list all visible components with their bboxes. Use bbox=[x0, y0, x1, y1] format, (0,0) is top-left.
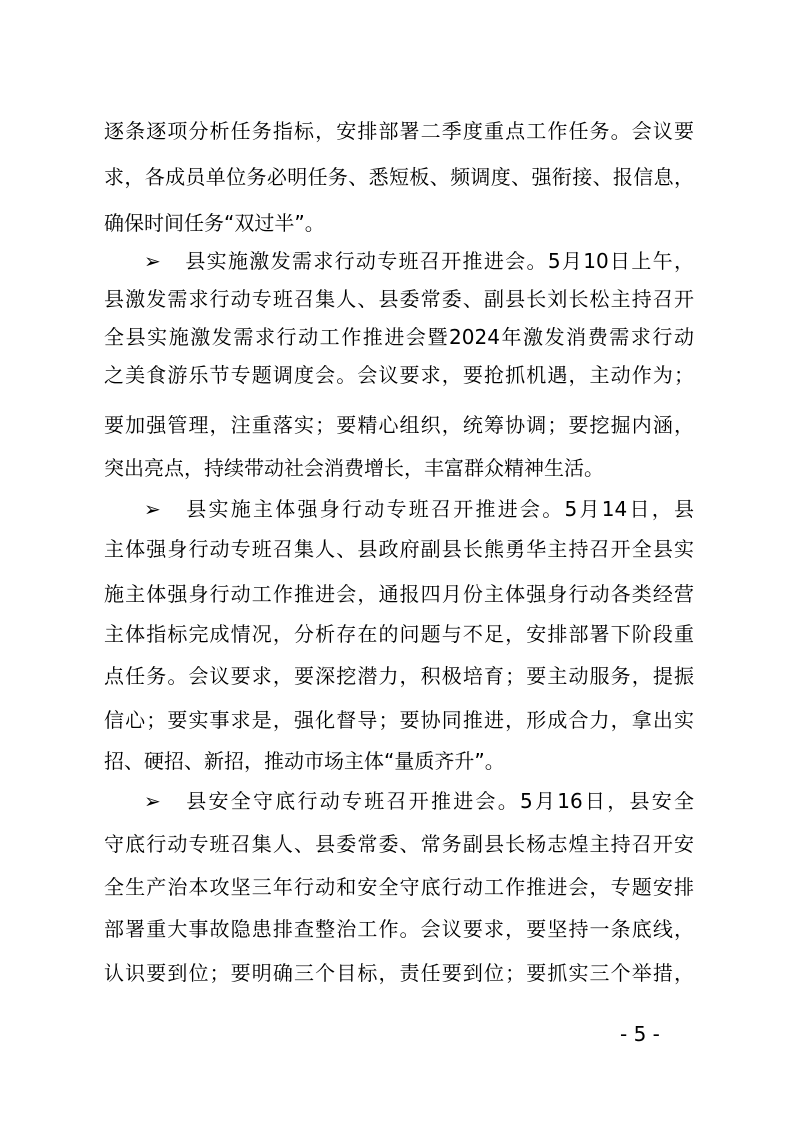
text-line: 认识要到位；要明确三个目标，责任要到位；要抓实三个举措， bbox=[104, 961, 694, 985]
text-line: 全生产治本攻坚三年行动和安全守底行动工作推进会，专题安排 bbox=[104, 875, 694, 899]
text-line: 招、硬招、新招，推动市场主体“量质齐升”。 bbox=[104, 749, 505, 773]
text-line: 确保时间任务“双过半”。 bbox=[104, 211, 325, 235]
heading-text: 县实施主体强身行动专班召开推进会。5月14日，县 bbox=[184, 497, 694, 521]
heading-text: 县安全守底行动专班召开推进会。5月16日，县安全 bbox=[184, 789, 694, 813]
text-line: 县激发需求行动专班召集人、县委常委、副县长刘长松主持召开 bbox=[104, 287, 694, 311]
text-line: 守底行动专班召集人、县委常委、常务副县长杨志煌主持召开安 bbox=[104, 832, 694, 856]
arrow-bullet-icon: ➢ bbox=[144, 497, 161, 521]
arrow-bullet-icon: ➢ bbox=[144, 249, 161, 273]
heading-text: 县实施激发需求行动专班召开推进会。5月10日上午， bbox=[184, 249, 694, 273]
bullet-heading-line bbox=[144, 493, 694, 525]
text-line: 主体指标完成情况，分析存在的问题与不足，安排部署下阶段重 bbox=[104, 622, 694, 646]
text-line: 点任务。会议要求，要深挖潜力，积极培育；要主动服务，提振 bbox=[104, 664, 694, 688]
text-line: 施主体强身行动工作推进会，通报四月份主体强身行动各类经营 bbox=[104, 582, 694, 606]
text-line: 部署重大事故隐患排查整治工作。会议要求，要坚持一条底线， bbox=[104, 917, 694, 941]
text-line: 信心；要实事求是，强化督导；要协同推进，形成合力，拿出实 bbox=[104, 708, 694, 732]
bullet-heading-line bbox=[144, 785, 694, 817]
arrow-bullet-icon: ➢ bbox=[144, 789, 161, 813]
bullet-heading-line bbox=[144, 245, 694, 277]
text-line: 突出亮点，持续带动社会消费增长，丰富群众精神生活。 bbox=[104, 456, 604, 480]
text-line: 求，各成员单位务必明任务、悉短板、频调度、强衔接、报信息， bbox=[104, 165, 694, 189]
text-line: 全县实施激发需求行动工作推进会暨2024年激发消费需求行动 bbox=[104, 325, 694, 349]
text-line: 主体强身行动专班召集人、县政府副县长熊勇华主持召开全县实 bbox=[104, 537, 694, 561]
text-line: 逐条逐项分析任务指标，安排部署二季度重点工作任务。会议要 bbox=[104, 119, 694, 143]
text-line: 要加强管理，注重落实；要精心组织，统筹协调；要挖掘内涵， bbox=[104, 413, 694, 437]
text-line: 之美食游乐节专题调度会。会议要求，要抢抓机遇，主动作为； bbox=[104, 363, 694, 387]
page-number: - 5 - bbox=[620, 1022, 660, 1046]
